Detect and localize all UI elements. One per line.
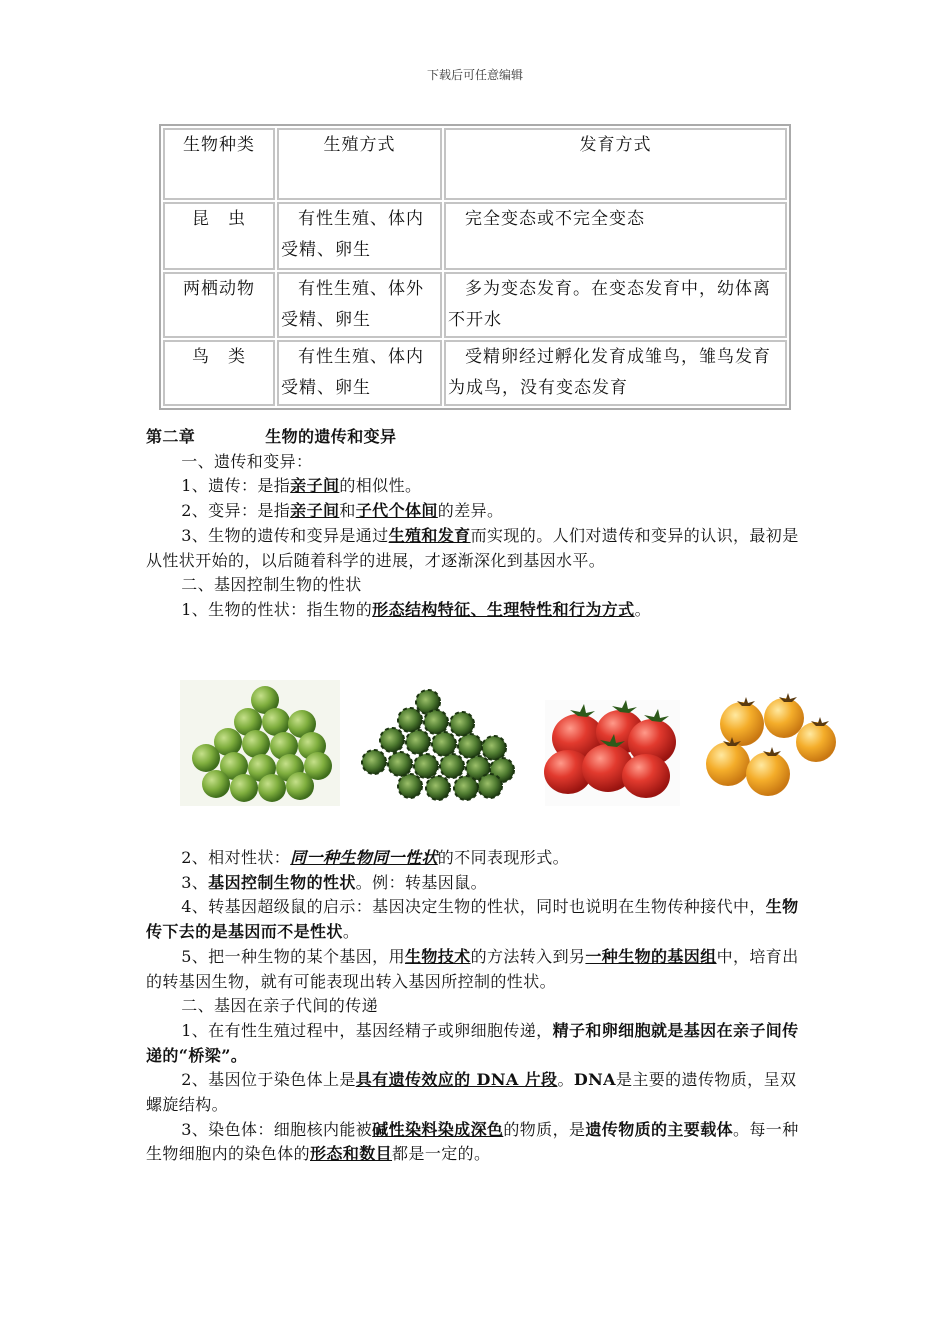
peas-tomatoes-illustration [180, 680, 840, 806]
row-repro: 有性生殖、体内受精、卵生 [277, 340, 442, 406]
paragraph: 2、基因位于染色体上是具有遗传效应的 DNA 片段。DNA是主要的遗传物质，呈双螺旋结构。 [146, 1070, 797, 1115]
header-dev: 发育方式 [444, 128, 787, 200]
header-kind: 生物种类 [163, 128, 275, 200]
header-repro: 生殖方式 [277, 128, 442, 200]
paragraph: 1、在有性生殖过程中，基因经精子或卵细胞传递，精子和卵细胞就是基因在亲子间传递的“桥梁”。 [146, 1020, 799, 1065]
wrinkled-peas [362, 690, 514, 800]
row-dev: 受精卵经过孵化发育成雏鸟，雏鸟发育为成鸟，没有变态发育 [444, 340, 787, 406]
row-repro: 有性生殖、体外受精、卵生 [277, 272, 442, 338]
paragraph: 3、生物的遗传和变异是通过生殖和发育而实现的。人们对遗传和变异的认识，最初是从性状开始的，以后随着科学的进展，才逐渐深化到基因水平。 [146, 525, 799, 570]
paragraph: 3、基因控制生物的性状。例：转基因鼠。 [181, 872, 487, 892]
table-header-row [163, 128, 787, 200]
table-row [163, 202, 787, 270]
paragraph: 5、把一种生物的某个基因，用生物技术的方法转入到另一种生物的基因组中，培育出的转基因生物，就有可能表现出转入基因所控制的性状。 [146, 946, 799, 991]
paragraph: 2、变异：是指亲子间和子代个体间的差异。 [181, 501, 504, 521]
section-heading: 二、基因控制生物的性状 [181, 575, 362, 595]
paragraph: 1、遗传：是指亲子间的相似性。 [181, 476, 422, 496]
paragraph: 3、染色体：细胞核内能被碱性染料染成深色的物质，是遗传物质的主要载体。每一种生物细胞内的染色体的形态和数目都是一定的。 [146, 1119, 799, 1164]
table-row [163, 340, 787, 406]
row-kind: 昆 虫 [163, 202, 275, 270]
chapter-content [146, 425, 810, 623]
row-kind: 两栖动物 [163, 272, 275, 338]
trait-photos [180, 680, 840, 806]
yellow-tomatoes [706, 693, 836, 796]
row-dev: 完全变态或不完全变态 [444, 202, 787, 270]
paragraph: 2、相对性状：同一种生物同一性状的不同表现形式。 [181, 848, 569, 867]
chapter-number: 第二章 [146, 427, 196, 446]
lower-content [146, 846, 810, 1167]
section-heading: 一、遗传和变异： [181, 451, 313, 471]
page-header: 下载后可任意编辑 [426, 68, 523, 82]
section-heading: 二、基因在亲子代间的传递 [181, 996, 378, 1016]
chapter-title: 生物的遗传和变异 [265, 427, 397, 446]
row-repro: 有性生殖、体内受精、卵生 [277, 202, 442, 270]
paragraph: 4、转基因超级鼠的启示：基因决定生物的性状，同时也说明在生物传种接代中，生物传下去的是基因而不是性状。 [146, 897, 799, 942]
row-kind: 鸟 类 [163, 340, 275, 406]
row-dev: 多为变态发育。在变态发育中，幼体离不开水 [444, 272, 787, 338]
table-row [163, 272, 787, 338]
paragraph: 1、生物的性状：指生物的形态结构特征、生理特性和行为方式。 [181, 599, 651, 619]
chapter-heading [146, 425, 810, 450]
reproduction-table [159, 124, 791, 410]
